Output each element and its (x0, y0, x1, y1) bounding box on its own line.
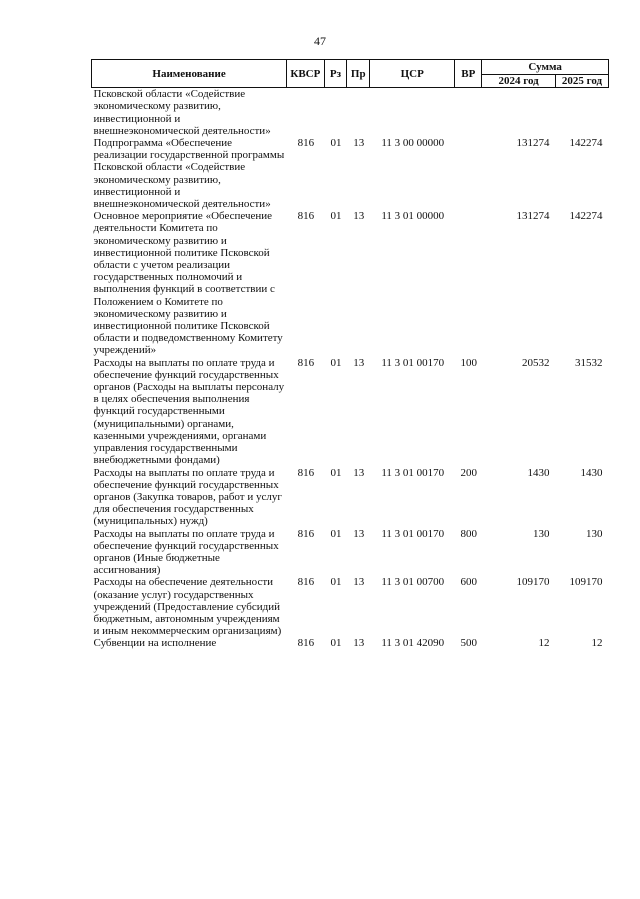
row-sum-2025: 142274 (569, 210, 603, 223)
row-kvsr: 816 (297, 527, 315, 540)
row-sum-2025: 130 (586, 527, 603, 540)
row-rz: 01 (330, 210, 342, 223)
row-name: Подпрограмма «Обеспечение реализации государственной программы Псковской области «Содействие экономическому развитию, инвестиционной и внешнеэкономической деятельности» (93, 137, 285, 211)
header-kvsr: КВСР (287, 60, 324, 88)
row-vr: 600 (460, 576, 478, 589)
row-vr: 200 (460, 466, 478, 479)
row-sum-2025: 1430 (580, 466, 603, 479)
row-rz (324, 88, 347, 137)
row-pr: 13 (353, 527, 365, 540)
table-row (92, 528, 609, 577)
row-csr: 11 3 01 00000 (381, 210, 445, 223)
row-name: Расходы на обеспечение деятельности (оказание услуг) государственных учреждений (Предоставление субсидий бюджетным, автономным учреждениям и иным некоммерческим организациям) (93, 576, 282, 638)
row-rz: 01 (330, 356, 342, 369)
row-kvsr: 816 (297, 356, 315, 369)
row-kvsr: 816 (297, 466, 315, 479)
table-row (92, 210, 609, 356)
row-rz: 01 (330, 527, 342, 540)
header-name: Наименование (92, 60, 287, 88)
row-pr: 13 (353, 576, 365, 589)
row-pr: 13 (353, 356, 365, 369)
row-sum-2025: 12 (591, 637, 603, 650)
header-rz: Рз (324, 60, 347, 88)
row-sum-2025: 31532 (575, 356, 603, 369)
row-csr: 11 3 01 00170 (381, 466, 445, 479)
table-row (92, 467, 609, 528)
row-name: Расходы на выплаты по оплате труда и обеспечение функций государственных органов (Расходы на выплаты персоналу в целях обеспечения выполнения функций государственными (муниципальными) органами, казенными учреждениями, органами управления государственными внебюджетными фондами) (93, 356, 285, 467)
row-rz: 01 (330, 137, 342, 150)
row-vr: 800 (460, 527, 478, 540)
budget-table (91, 59, 609, 650)
row-name: Основное мероприятие «Обеспечение деятельности Комитета по экономическому развитию и инвестиционной политике Псковской области с учетом реализации государственных полномочий и выполнения функций в соответствии с Положением о Комитете по экономическому развитию и инвестиционной политике Псковской области и подведомственному Комитету учреждений» (93, 210, 283, 357)
row-kvsr: 816 (297, 137, 315, 150)
row-sum-2025: 109170 (569, 576, 603, 589)
row-vr (455, 210, 482, 356)
row-csr: 11 3 01 00170 (381, 527, 445, 540)
row-csr: 11 3 01 00700 (381, 576, 445, 589)
row-sum-2024: 1430 (527, 466, 550, 479)
header-year-2025: 2025 год (556, 75, 609, 88)
header-year-2024: 2024 год (482, 75, 556, 88)
row-sum-2024: 131274 (516, 137, 550, 150)
row-kvsr: 816 (297, 637, 315, 650)
row-sum-2025 (556, 88, 609, 137)
row-vr (455, 137, 482, 210)
page-number: 47 (314, 34, 326, 48)
table-body (92, 88, 609, 650)
header-sum: Сумма (482, 60, 609, 75)
row-rz: 01 (330, 466, 342, 479)
table-row (92, 137, 609, 210)
row-pr: 13 (353, 637, 365, 650)
table-header (92, 60, 609, 88)
row-csr: 11 3 00 00000 (381, 137, 445, 150)
row-name: Расходы на выплаты по оплате труда и обеспечение функций государственных органов (Иные бюджетные ассигнования) (93, 527, 279, 577)
table-row (92, 637, 609, 649)
row-kvsr: 816 (297, 210, 315, 223)
row-rz: 01 (330, 576, 342, 589)
row-sum-2024: 109170 (516, 576, 550, 589)
row-vr (455, 88, 482, 137)
row-sum-2024: 131274 (516, 210, 550, 223)
row-sum-2025: 142274 (569, 137, 603, 150)
row-pr: 13 (353, 210, 365, 223)
row-rz: 01 (330, 637, 342, 650)
row-vr: 500 (460, 637, 478, 650)
row-csr (370, 88, 455, 137)
row-name: Расходы на выплаты по оплате труда и обеспечение функций государственных органов (Закупка товаров, работ и услуг для обеспечения государственных (муниципальных) нужд) (93, 466, 282, 528)
row-csr: 11 3 01 42090 (381, 637, 445, 650)
row-sum-2024 (482, 88, 556, 137)
row-pr: 13 (353, 137, 365, 150)
header-vr: ВР (455, 60, 482, 88)
table-row (92, 576, 609, 637)
table-row (92, 88, 609, 137)
row-name: Псковской области «Содействие экономическому развитию, инвестиционной и внешнеэкономической деятельности» (93, 88, 271, 137)
row-csr: 11 3 01 00170 (381, 356, 445, 369)
row-pr: 13 (353, 466, 365, 479)
row-pr (347, 88, 370, 137)
row-sum-2024: 20532 (522, 356, 550, 369)
row-sum-2024: 130 (533, 527, 550, 540)
header-pr: Пр (347, 60, 370, 88)
row-name: Субвенции на исполнение (93, 637, 217, 650)
row-vr: 100 (460, 356, 478, 369)
row-kvsr (287, 88, 324, 137)
header-csr: ЦСР (370, 60, 455, 88)
table-row (92, 357, 609, 467)
row-sum-2024: 12 (538, 637, 550, 650)
row-kvsr: 816 (297, 576, 315, 589)
